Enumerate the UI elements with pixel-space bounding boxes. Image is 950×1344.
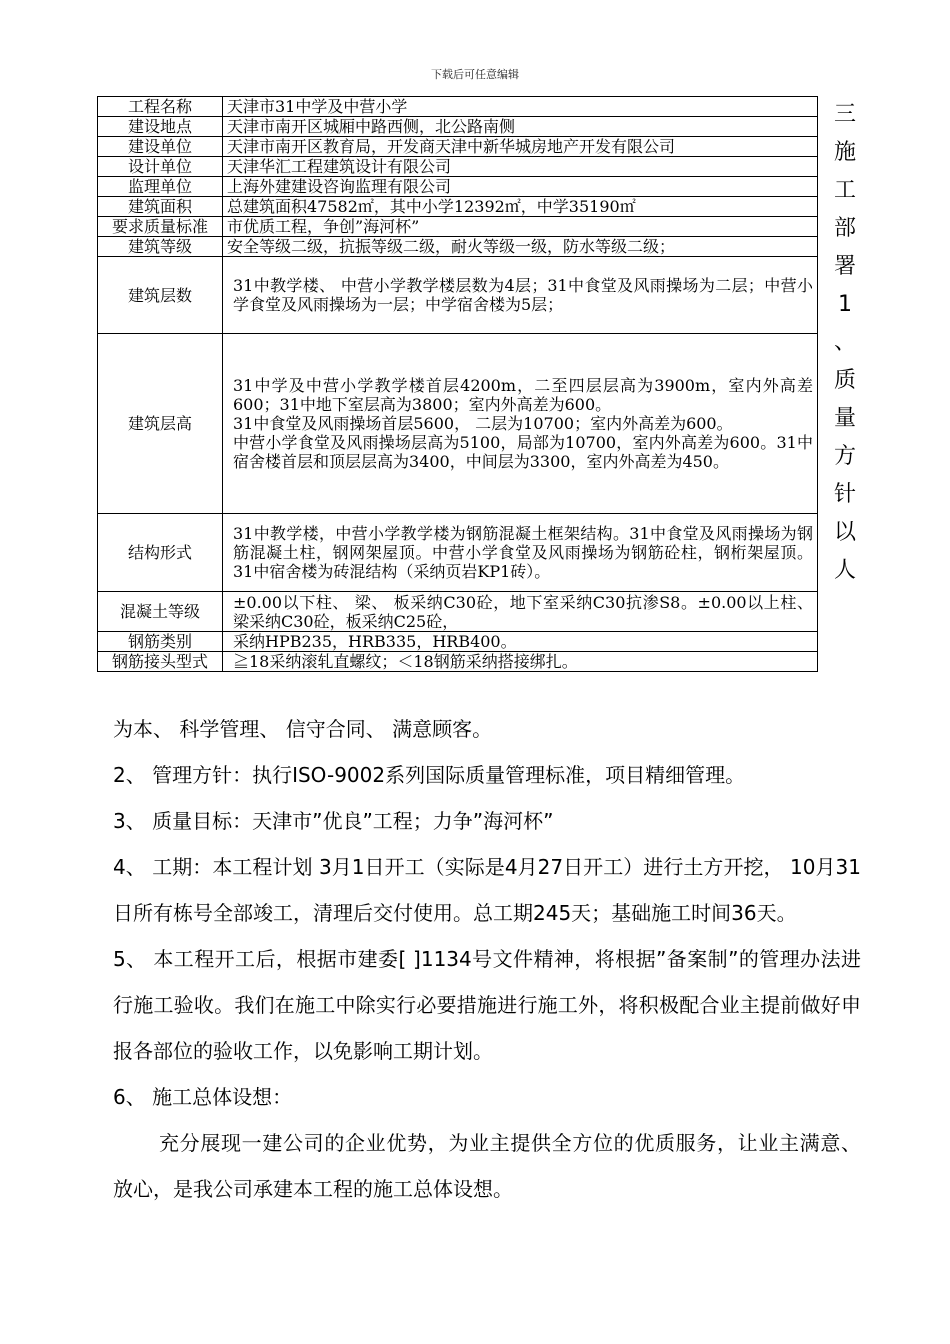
table-value: 采纳HPB235，HRB335，HRB400。 xyxy=(223,632,818,652)
table-row xyxy=(98,117,818,137)
paragraph: 4、 工期：本工程计划 3月1日开工（实际是4月27日开工）进行土方开挖， 10月31日所有栋号全部竣工，清理后交付使用。总工期245天；基础施工时间36天。 xyxy=(113,855,861,925)
table-key: 结构形式 xyxy=(98,514,223,592)
heading-char: 工 xyxy=(833,178,856,203)
table-key: 建筑等级 xyxy=(98,237,223,257)
table-row xyxy=(98,632,818,652)
table-value: ±0.00以下柱、 梁、 板采纳C30砼，地下室采纳C30抗渗S8。±0.00以上柱、 梁采纳C30砼，板采纳C25砼， xyxy=(223,592,818,632)
header-note: 下载后可任意编辑 xyxy=(431,68,519,81)
table-row xyxy=(98,177,818,197)
table-key: 建筑面积 xyxy=(98,197,223,217)
table-value: ≧18采纳滚轧直螺纹；＜18钢筋采纳搭接绑扎。 xyxy=(223,652,818,672)
heading-char: 部 xyxy=(833,216,856,241)
table-key: 设计单位 xyxy=(98,157,223,177)
paragraph: 6、 施工总体设想： xyxy=(113,1085,293,1109)
heading-char: 三 xyxy=(833,102,856,127)
table-row xyxy=(98,592,818,632)
heading-char: 针 xyxy=(833,482,856,507)
heading-char: 1 xyxy=(838,292,852,317)
table-value: 天津华汇工程建筑设计有限公司 xyxy=(223,157,818,177)
table-key: 监理单位 xyxy=(98,177,223,197)
table-row xyxy=(98,652,818,672)
paragraph: 2、 管理方针：执行ISO-9002系列国际质量管理标准，项目精细管理。 xyxy=(113,763,746,787)
table-value: 31中教学楼、 中营小学教学楼层数为4层；31中食堂及风雨操场为二层；中营小学食堂及风雨操场为一层；中学宿舍楼为5层； xyxy=(223,257,818,334)
table-row xyxy=(98,197,818,217)
paragraph: 5、 本工程开工后，根据市建委[ ]1134号文件精神，将根据”备案制”的管理办法进行施工验收。我们在施工中除实行必要措施进行施工外，将积极配合业主提前做好申报各部位的验收工作，以免影响工期计划。 xyxy=(113,947,861,1063)
table-row xyxy=(98,217,818,237)
table-key: 建设单位 xyxy=(98,137,223,157)
project-info-table xyxy=(97,96,818,672)
table-row xyxy=(98,157,818,177)
table-row xyxy=(98,334,818,514)
table-value: 安全等级二级，抗振等级二级，耐火等级一级，防水等级二级； xyxy=(223,237,818,257)
heading-char: 质 xyxy=(833,368,856,393)
heading-char: 署 xyxy=(833,254,856,279)
heading-char: 量 xyxy=(833,406,856,431)
table-key: 钢筋接头型式 xyxy=(98,652,223,672)
paragraph: 3、 质量目标：天津市”优良”工程；力争”海河杯” xyxy=(113,809,554,833)
table-key: 要求质量标准 xyxy=(98,217,223,237)
table-value: 31中学及中营小学教学楼首层4200m，二至四层层高为3900m，室内外高差600；31中地下室层高为3800；室内外高差为600。 31中食堂及风雨操场首层5600， 二层为10700；室内外高差为600。 中营小学食堂及风雨操场层高为5100，局部为10700，室内外高差为600。31中宿舍楼首层和顶层层高为3400，中间层为3300，室内外高差为450。 xyxy=(223,334,818,514)
table-value: 天津市南开区教育局，开发商天津中新华城房地产开发有限公司 xyxy=(223,137,818,157)
table-key: 工程名称 xyxy=(98,97,223,117)
table-value: 上海外建建设咨询监理有限公司 xyxy=(223,177,818,197)
table-key: 钢筋类别 xyxy=(98,632,223,652)
heading-char: 施 xyxy=(833,140,856,165)
table-value: 天津市南开区城厢中路西侧，北公路南侧 xyxy=(223,117,818,137)
table-value: 市优质工程，争创”海河杯” xyxy=(223,217,818,237)
table-key: 建筑层数 xyxy=(98,257,223,334)
paragraph: 充分展现一建公司的企业优势，为业主提供全方位的优质服务，让业主满意、 放心，是我公司承建本工程的施工总体设想。 xyxy=(113,1131,861,1201)
table-key: 混凝土等级 xyxy=(98,592,223,632)
heading-char: 以 xyxy=(833,520,856,545)
table-row xyxy=(98,514,818,592)
heading-char: 方 xyxy=(833,444,856,469)
heading-char: 、 xyxy=(833,330,856,355)
table-row xyxy=(98,257,818,334)
table-value: 31中教学楼，中营小学教学楼为钢筋混凝土框架结构。31中食堂及风雨操场为钢筋混凝土柱，钢网架屋顶。中营小学食堂及风雨操场为钢筋砼柱，钢桁架屋顶。31中宿舍楼为砖混结构（采纳页岩KP1砖）。 xyxy=(223,514,818,592)
table-value: 总建筑面积47582㎡，其中小学12392㎡，中学35190㎡ xyxy=(223,197,818,217)
table-row xyxy=(98,137,818,157)
vertical-section-heading xyxy=(830,96,860,590)
table-key: 建设地点 xyxy=(98,117,223,137)
table-row xyxy=(98,237,818,257)
body-text xyxy=(113,706,861,1212)
table-key: 建筑层高 xyxy=(98,334,223,514)
table-row xyxy=(98,97,818,117)
heading-char: 人 xyxy=(833,558,856,583)
table-value: 天津市31中学及中营小学 xyxy=(223,97,818,117)
paragraph: 为本、 科学管理、 信守合同、 满意顾客。 xyxy=(113,717,493,741)
